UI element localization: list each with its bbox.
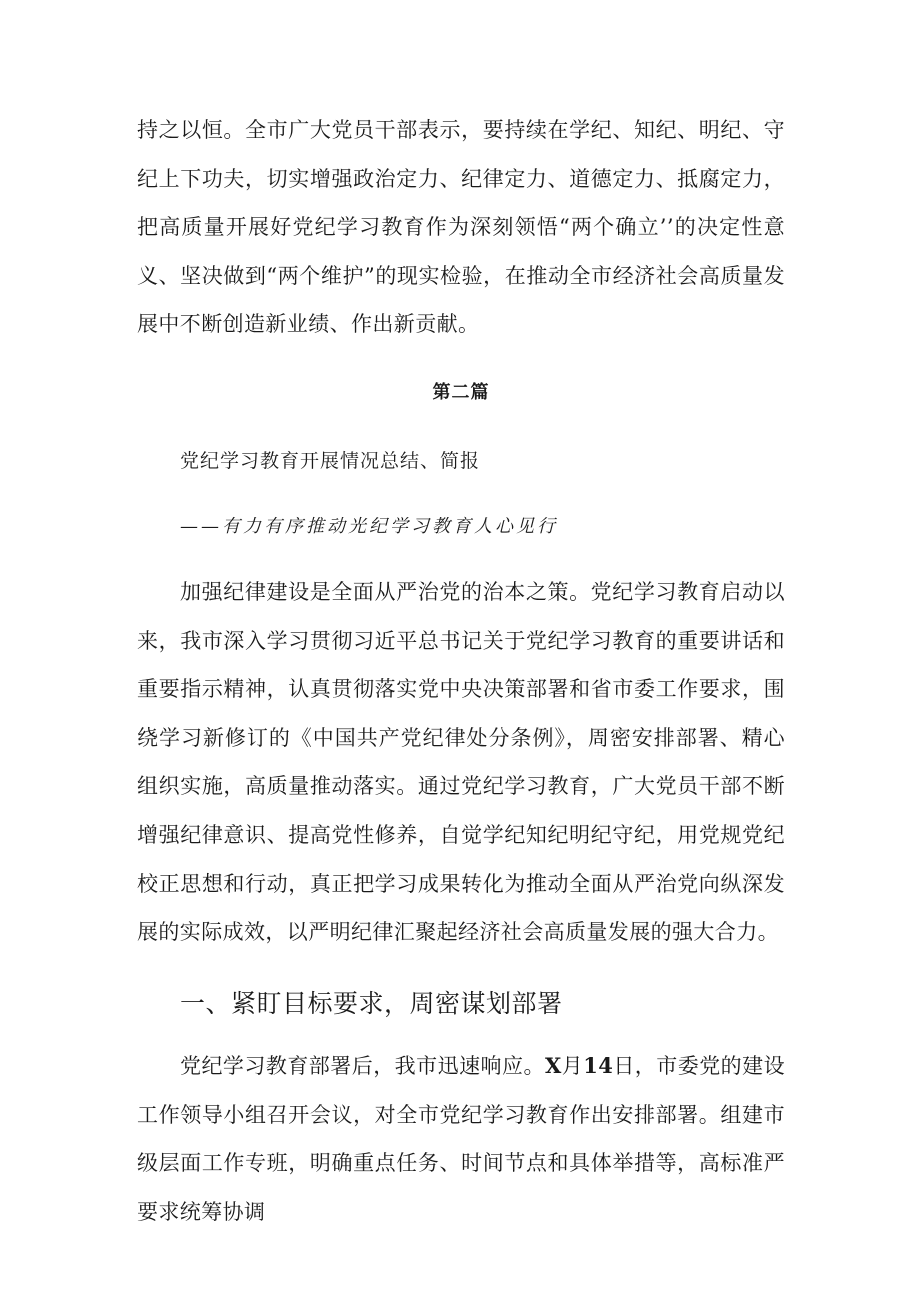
body-paragraph xyxy=(137,1042,785,1236)
paragraph-text-part3: 日，市委党的建设工作领导小组召开会议，对全市党纪学习教育作出安排部署。组建市级层面工作专班，明确重点任务、时间节点和具体举措等，高标准严要求统筹协调 xyxy=(137,1054,785,1224)
paragraph-text-part2: 月 xyxy=(561,1054,584,1078)
date-month: X xyxy=(544,1053,562,1078)
carryover-paragraph: 持之以恒。全市广大党员干部表示，要持续在学纪、知纪、明纪、守纪上下功夫，切实增强政治定力、纪律定力、道德定力、抵腐定力，把高质量开展好党纪学习教育作为深刻领悟“两个确立’’的决定性意义、坚决做到“两个维护”的现实检验，在推动全市经济社会高质量发展中不断创造新业绩、作出新贡献。 xyxy=(137,118,785,337)
section-title: 第二篇 xyxy=(432,382,490,403)
intro-paragraph: 加强纪律建设是全面从严治党的治本之策。党纪学习教育启动以来，我市深入学习贯彻习近平总书记关于党纪学习教育的重要讲话和重要指示精神，认真贯彻落实党中央决策部署和省市委工作要求，围绕学习新修订的《中国共产党纪律处分条例》，周密安排部署、精心组织实施，高质量推动落实。通过党纪学习教育，广大党员干部不断增强纪律意识、提高党性修养，自觉学纪知纪明纪守纪，用党规党纪校正思想和行动，真正把学习成果转化为推动全面从严治党向纵深发展的实际成效，以严明纪律汇聚起经济社会高质量发展的强大合力。 xyxy=(137,580,785,945)
section-heading-one: 一、紧盯目标要求，周密谋划部署 xyxy=(180,989,563,1018)
article-subtitle: ——有力有序推动光纪学习教育人心见行 xyxy=(180,516,558,537)
paragraph-text-part1: 党纪学习教育部署后，我市迅速响应。 xyxy=(180,1054,545,1078)
article-title: 党纪学习教育开展情况总结、简报 xyxy=(180,450,481,472)
date-day: 14 xyxy=(583,1053,614,1078)
